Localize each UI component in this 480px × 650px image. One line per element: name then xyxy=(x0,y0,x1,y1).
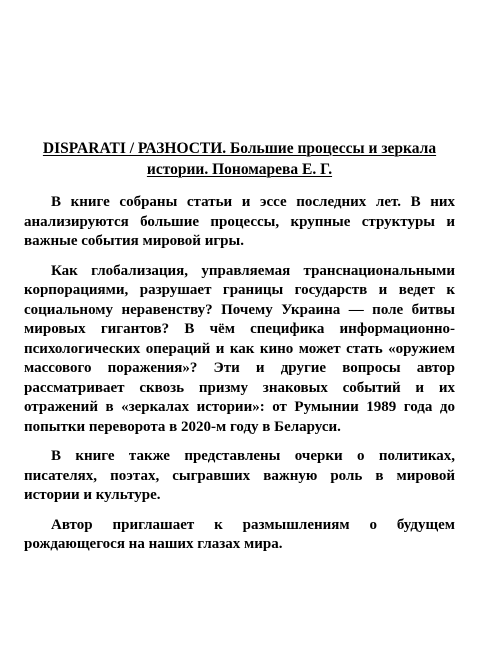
paragraph-essays: В книге также представлены очерки о политиках, писателях, поэтах, сыгравших важную роль в мировой истории и культуре. xyxy=(24,448,455,503)
document-body xyxy=(24,138,455,555)
paragraph-questions: Как глобализация, управляемая транснациональными корпорациями, разрушает границы государств и ведет к социальному неравенству? Почему Украина — поле битвы мировых гигантов? В чём специфика информационно-психологических операций и как кино может стать «оружием массового поражения»? Эти и другие вопросы автор рассматривает сквозь призму знаковых событий и их отражений в «зеркалах истории»: от Румынии 1989 года до попытки переворота в 2020-м году в Беларуси. xyxy=(24,262,455,435)
paragraph-intro: В книге собраны статьи и эссе последних лет. В них анализируются большие процессы, крупные структуры и важные события мировой игры. xyxy=(24,194,455,249)
paragraph-invitation: Автор приглашает к размышлениям о будущем рождающегося на наших глазах мира. xyxy=(24,516,455,552)
document-title: DISPARATI / РАЗНОСТИ. Большие процессы и зеркала истории. Пономарева Е. Г. xyxy=(42,140,437,178)
